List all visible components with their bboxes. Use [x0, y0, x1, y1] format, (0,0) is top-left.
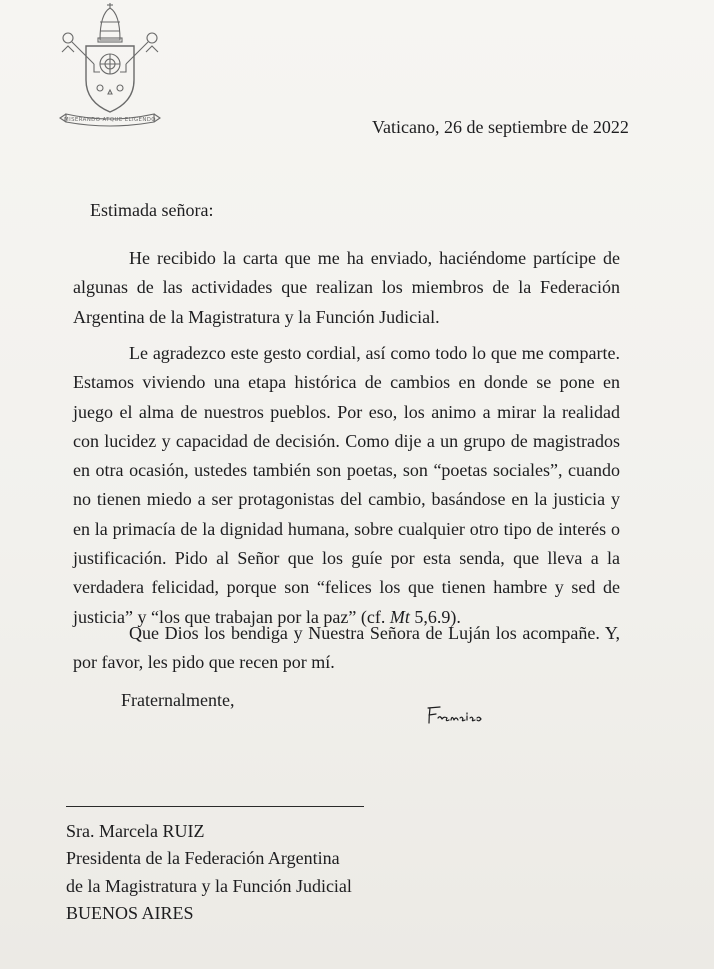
scripture-abbrev: Mt — [389, 606, 410, 627]
signature-rule — [66, 806, 364, 807]
addressee-name: Sra. Marcela RUIZ — [66, 821, 205, 841]
salutation: Estimada señora: — [90, 200, 214, 220]
addressee-title-line-1: Presidenta de la Federación Argentina — [66, 848, 340, 869]
addressee-city: BUENOS AIRES — [66, 902, 194, 923]
crest-motto: MISERANDO ATQUE ELIGENDO — [64, 117, 156, 123]
paragraph-3: Que Dios los bendiga y Nuestra Señora de Luján los acompañe. Y, por favor, les pido que recen por mí. — [73, 623, 620, 673]
paragraph-1: He recibido la carta que me ha enviado, haciéndome partícipe de algunas de las actividades que realizan los miembros de la Federación Argentina de la Magistratura y la Función Judicial. — [73, 248, 620, 327]
paragraph-2: Le agradezco este gesto cordial, así como todo lo que me comparte. Estamos viviendo una etapa histórica de cambios en donde se pone en juego el alma de nuestros pueblos. Por eso, los animo a mirar la realidad con lucidez y capacidad de decisión. Como dije a un grupo de magistrados en otra ocasión, ustedes también son poetas, son “poetas sociales”, cuando no tienen miedo a ser protagonistas del cambio, basándose en la justicia y en la primacía de la dignidad humana, sobre cualquier otro tipo de interés o justificación. Pido al Señor que los guíe por esta senda, que lleva a la verdadera felicidad, porque son “felices los que tienen hambre y sed de justicia” y “los que trabajan por la paz” (cf. Mt 5,6.9). — [73, 343, 620, 627]
date-line: Vaticano, 26 de septiembre de 2022 — [372, 117, 629, 137]
handwritten-signature — [425, 704, 497, 728]
closing: Fraternalmente, — [121, 690, 235, 710]
addressee-block — [66, 818, 352, 927]
papal-coat-of-arms — [54, 2, 166, 128]
addressee-title-line-2: de la Magistratura y la Función Judicial — [66, 875, 352, 896]
